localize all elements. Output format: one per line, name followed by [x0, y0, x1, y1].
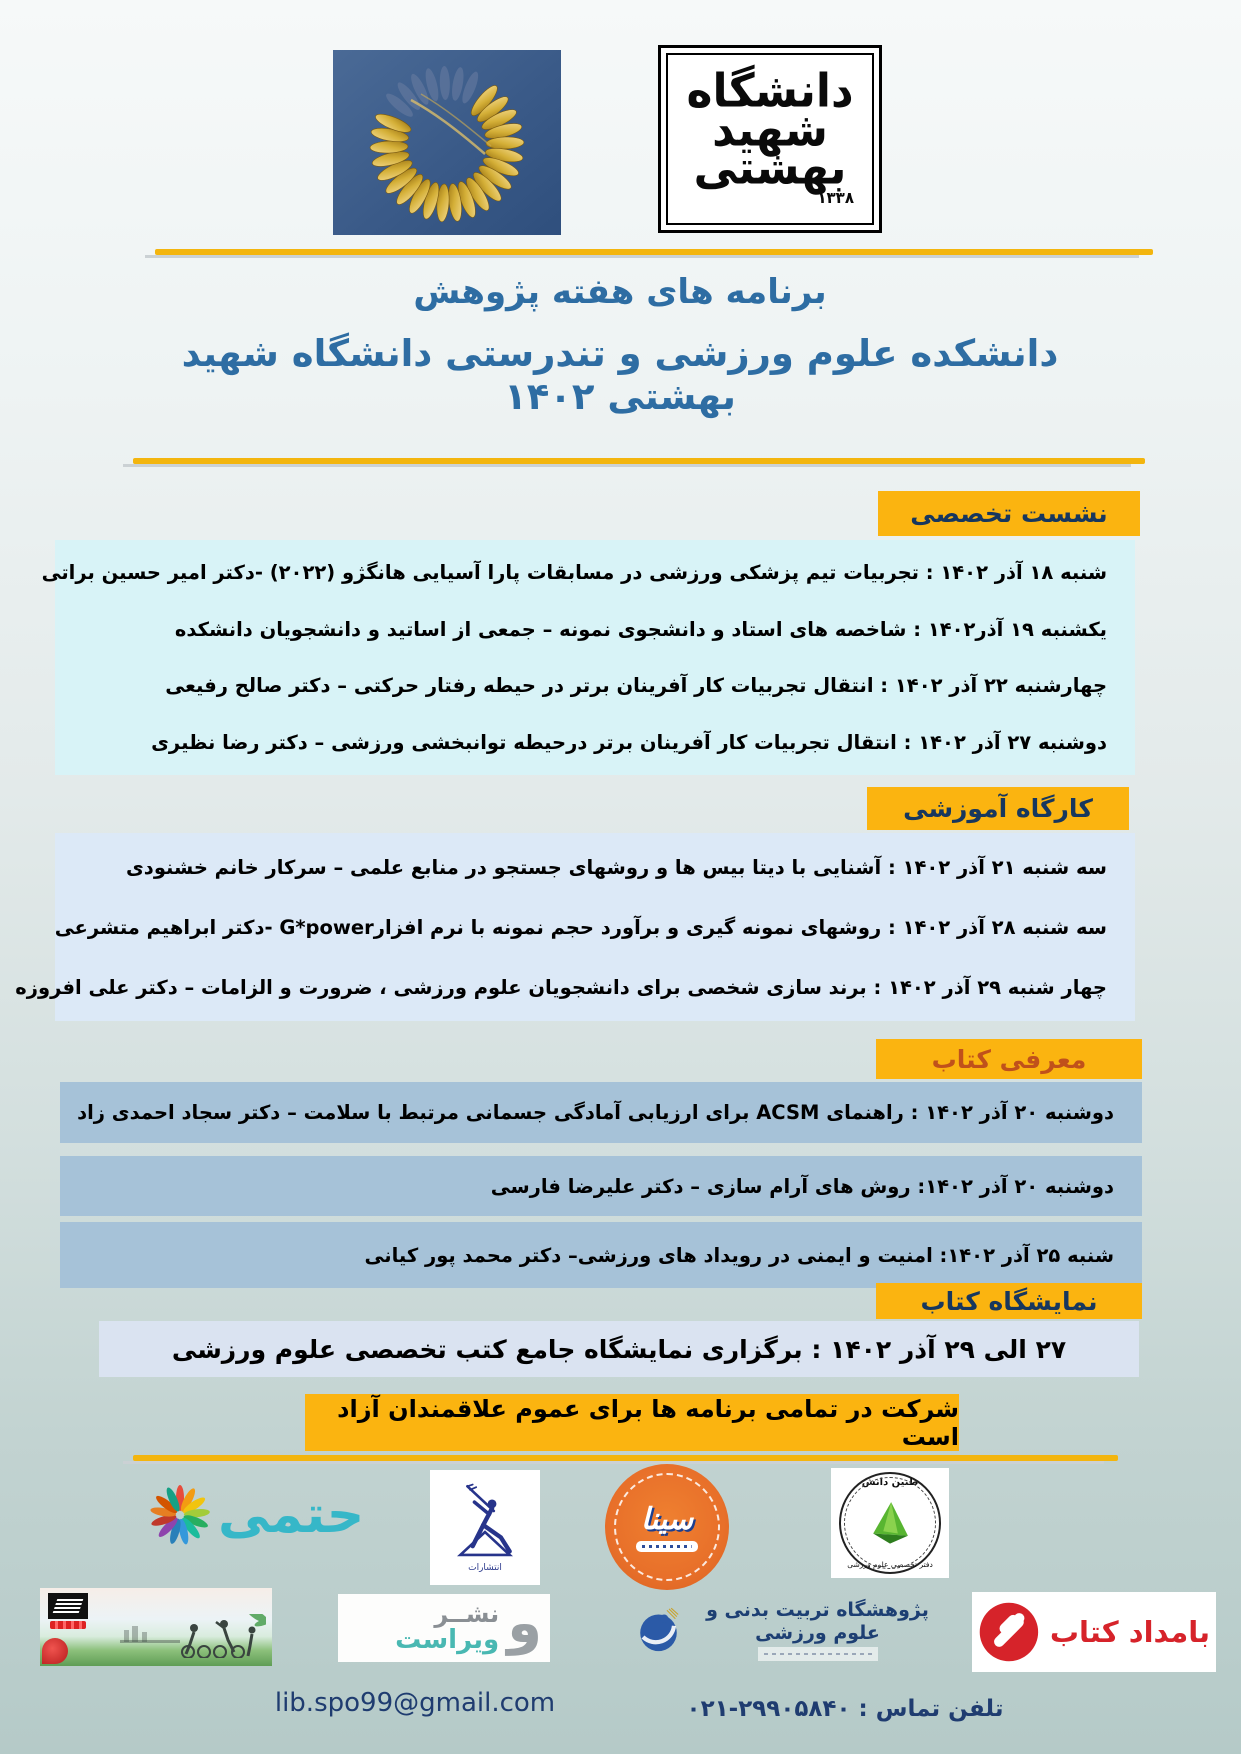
exhibition-item: ۲۷ الی ۲۹ آذر ۱۴۰۲ : برگزاری نمایشگاه جامع کتب تخصصی علوم ورزشی: [171, 1334, 1067, 1364]
scenic-red-text-icon: [50, 1621, 86, 1629]
book-item: [60, 1156, 1142, 1216]
university-logo-line3: بهشتی: [693, 141, 847, 196]
open-participation-banner: شرکت در تمامی برنامه ها برای عموم علاقمندان آزاد است: [305, 1394, 959, 1451]
section-header-sessions: نشست تخصصی: [878, 491, 1140, 536]
tanin-danesh-subtitle: دفتر تخصصی علوم ورزشی: [847, 1560, 933, 1569]
cyclists-silhouette-icon: [116, 1614, 266, 1658]
university-logo-line2: شهید: [712, 103, 828, 157]
workshop-item: چهار شنبه ۲۹ آذر ۱۴۰۲ : برند سازی شخصی برای دانشجویان علوم ورزشی ، ضرورت و الزامات – دکتر علی افروزه: [15, 975, 1107, 999]
session-item: چهارشنبه ۲۲ آذر ۱۴۰۲ : انتقال تجربیات کار آفرینان برتر در حیطه رفتار حرکتی – دکتر صالح رفیعی: [165, 674, 1107, 698]
fencer-publisher-logo: [430, 1470, 540, 1585]
poster-title-line1: برنامه های هفته پژوهش: [413, 272, 827, 312]
institute-emblem-icon: [636, 1599, 681, 1661]
red-flower-icon: [42, 1638, 68, 1664]
exhibition-box: [99, 1321, 1139, 1377]
institute-substrip: [758, 1647, 878, 1661]
tanin-danesh-badge: [839, 1472, 941, 1574]
scenic-banner-logo: [40, 1588, 272, 1666]
divider-bottom: [133, 1455, 1118, 1461]
contact-phone: [650, 1696, 1040, 1722]
session-item: شنبه ۱۸ آذر ۱۴۰۲ : تجربیات تیم پزشکی ورزشی در مسابقات پارا آسیایی هانگژو (۲۰۲۲) -دکتر امیر حسین براتی: [41, 560, 1107, 584]
virast-line2: ویراست: [395, 1624, 500, 1655]
tanin-danesh-title: طنین دانش: [861, 1477, 919, 1488]
phone-number: ۰۲۱-۲۹۹۰۵۸۴۰: [686, 1696, 851, 1722]
virast-publisher-logo: [338, 1590, 550, 1662]
bamdad-ketab-logo: [972, 1592, 1216, 1672]
phone-label: تلفن تماس :: [858, 1696, 1004, 1722]
workshop-item: سه شنبه ۲۱ آذر ۱۴۰۲ : آشنایی با دیتا بیس ها و روشهای جستجو در منابع علمی – سرکار خانم خشنودی: [125, 855, 1107, 879]
university-logo-line1: دانشگاه: [686, 64, 854, 119]
session-item: دوشنبه ۲۷ آذر ۱۴۰۲ : انتقال تجربیات کار آفرینان برتر درحیطه توانبخشی ورزشی – دکتر رضا نظیری: [151, 731, 1107, 755]
sessions-list: [41, 540, 1135, 775]
poster-title-line2: دانشکده علوم ورزشی و تندرستی دانشگاه شهید بهشتی ۱۴۰۲: [181, 332, 1059, 418]
section-header-exhibition: نمایشگاه کتاب: [876, 1283, 1142, 1319]
book-item: [60, 1082, 1142, 1143]
book-item-text: دوشنبه ۲۰ آذر ۱۴۰۲: روش های آرام سازی – دکتر علیرضا فارسی: [490, 1174, 1114, 1198]
fencer-with-quill-icon: [441, 1474, 529, 1562]
book-item-text: دوشنبه ۲۰ آذر ۱۴۰۲ : راهنمای ACSM برای ارزیابی آمادگی جسمانی مرتبط با سلامت – دکتر سجاد احمدی زاد: [77, 1101, 1114, 1124]
book-item: [60, 1222, 1142, 1288]
sina-wordmark: سینا: [640, 1502, 694, 1537]
university-logo-calligraphy: [666, 53, 874, 225]
hatmi-wordmark: حتمی: [218, 1485, 365, 1545]
section-header-workshops: کارگاه آموزشی: [867, 787, 1129, 830]
institute-name: [689, 1599, 946, 1661]
virast-line1: نشــر: [434, 1599, 500, 1628]
divider-under-title: [133, 458, 1145, 464]
fencer-publisher-caption: انتشارات: [468, 1563, 502, 1573]
workshop-item: سه شنبه ۲۸ آذر ۱۴۰۲ : روشهای نمونه گیری و برآورد حجم نمونه با نرم افزارG*power -دکتر ابراهیم متشرعی: [54, 915, 1107, 939]
tanin-danesh-logo: [831, 1468, 949, 1578]
sport-sciences-research-institute-logo: [636, 1584, 946, 1676]
sina-publisher-logo: [605, 1464, 729, 1590]
section-header-books: معرفی کتاب: [876, 1039, 1142, 1079]
virast-wordmark: [395, 1599, 500, 1655]
university-founding-year: ۱۳۳۸: [817, 188, 854, 208]
hatmi-publisher-logo: [148, 1480, 368, 1550]
workshops-list: [15, 833, 1135, 1021]
contact-email: lib.spo99@gmail.com: [274, 1688, 556, 1718]
bamdad-wordmark: بامداد کتاب: [1049, 1615, 1210, 1649]
scenic-corner-logo-icon: [48, 1593, 88, 1619]
session-item: یکشنبه ۱۹ آذر۱۴۰۲ : شاخصه های استاد و دانشجوی نمونه – جمعی از اساتید و دانشجویان دانشکده: [174, 617, 1107, 641]
bamdad-emblem-icon: [978, 1596, 1040, 1668]
pinwheel-icon: [148, 1483, 212, 1547]
virast-book-icon: و: [507, 1590, 542, 1656]
book-item-text: شنبه ۲۵ آذر ۱۴۰۲: امنیت و ایمنی در رویداد های ورزشی– دکتر محمد پور کیانی: [364, 1243, 1114, 1267]
university-logo: [658, 45, 882, 233]
research-week-emblem-icon: [333, 50, 561, 235]
divider-top: [155, 249, 1153, 255]
institute-name-text: پژوهشگاه تربیت بدنی و علوم ورزشی: [706, 1599, 929, 1644]
green-gem-icon: [862, 1498, 918, 1550]
gold-crescent-icon: [333, 50, 561, 235]
